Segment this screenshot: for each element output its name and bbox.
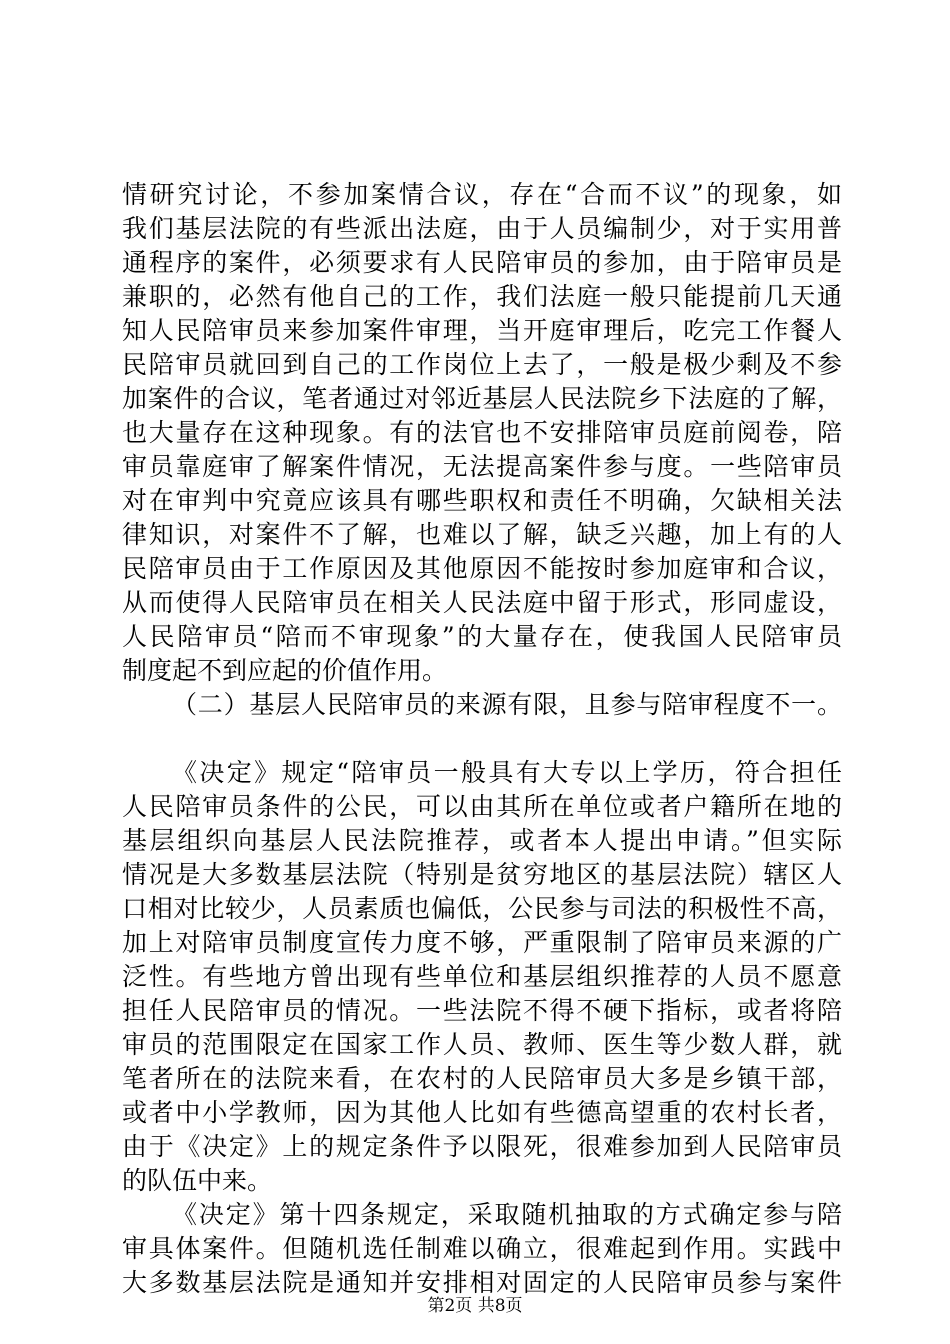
text-line: 的队伍中来。 <box>122 1166 273 1195</box>
text-line: 民陪审员由于工作原因及其他原因不能按时参加庭审和合议， <box>122 554 842 583</box>
page-footer: 第2页 共8页 <box>427 1296 523 1316</box>
text-line: 《决定》第十四条规定，采取随机抽取的方式确定参与陪 <box>172 1200 842 1229</box>
text-line: 我们基层法院的有些派出法庭，由于人员编制少，对于实用普 <box>122 214 842 243</box>
text-line: 也大量存在这种现象。有的法官也不安排陪审员庭前阅卷，陪 <box>122 418 842 447</box>
text-line: 人民陪审员条件的公民，可以由其所在单位或者户籍所在地的 <box>122 792 842 821</box>
text-line: （二）基层人民陪审员的来源有限，且参与陪审程度不一。 <box>172 690 842 719</box>
text-line: 人民陪审员“陪而不审现象”的大量存在，使我国人民陪审员 <box>122 622 842 651</box>
text-line: 兼职的，必然有他自己的工作，我们法庭一般只能提前几天通 <box>122 282 842 311</box>
text-line: 笔者所在的法院来看，在农村的人民陪审员大多是乡镇干部， <box>122 1064 842 1093</box>
text-line: 情研究讨论，不参加案情合议，存在“合而不议”的现象，如 <box>122 180 842 209</box>
text-line: 审具体案件。但随机选任制难以确立，很难起到作用。实践中 <box>122 1234 842 1263</box>
text-line: 口相对比较少，人员素质也偏低，公民参与司法的积极性不高， <box>122 894 842 923</box>
text-line: 对在审判中究竟应该具有哪些职权和责任不明确，欠缺相关法 <box>122 486 842 515</box>
text-line: 审员的范围限定在国家工作人员、教师、医生等少数人群，就 <box>122 1030 842 1059</box>
text-line: 基层组织向基层人民法院推荐，或者本人提出申请。”但实际 <box>122 826 842 855</box>
text-line: 律知识，对案件不了解，也难以了解，缺乏兴趣，加上有的人 <box>122 520 842 549</box>
text-line: 大多数基层法院是通知并安排相对固定的人民陪审员参与案件 <box>122 1268 842 1297</box>
text-line: 知人民陪审员来参加案件审理，当开庭审理后，吃完工作餐人 <box>122 316 842 345</box>
text-line: 加上对陪审员制度宣传力度不够，严重限制了陪审员来源的广 <box>122 928 842 957</box>
text-line: 加案件的合议，笔者通过对邻近基层人民法院乡下法庭的了解， <box>122 384 842 413</box>
text-line: 《决定》规定“陪审员一般具有大专以上学历，符合担任 <box>172 758 842 787</box>
text-line: 担任人民陪审员的情况。一些法院不得不硬下指标，或者将陪 <box>122 996 842 1025</box>
text-line: 由于《决定》上的规定条件予以限死，很难参加到人民陪审员 <box>122 1132 842 1161</box>
text-line: 从而使得人民陪审员在相关人民法庭中留于形式，形同虚设， <box>122 588 842 617</box>
paragraph-gap <box>122 722 842 756</box>
text-line: 或者中小学教师，因为其他人比如有些德高望重的农村长者， <box>122 1098 842 1127</box>
text-line: 制度起不到应起的价值作用。 <box>122 656 448 685</box>
text-line: 情况是大多数基层法院（特别是贫穷地区的基层法院）辖区人 <box>122 860 842 889</box>
text-line: 通程序的案件，必须要求有人民陪审员的参加，由于陪审员是 <box>122 248 842 277</box>
text-line: 审员靠庭审了解案件情况，无法提高案件参与度。一些陪审员 <box>122 452 842 481</box>
text-line: 民陪审员就回到自己的工作岗位上去了，一般是极少剩及不参 <box>122 350 842 379</box>
text-line: 泛性。有些地方曾出现有些单位和基层组织推荐的人员不愿意 <box>122 962 842 991</box>
body-text <box>122 178 842 1300</box>
